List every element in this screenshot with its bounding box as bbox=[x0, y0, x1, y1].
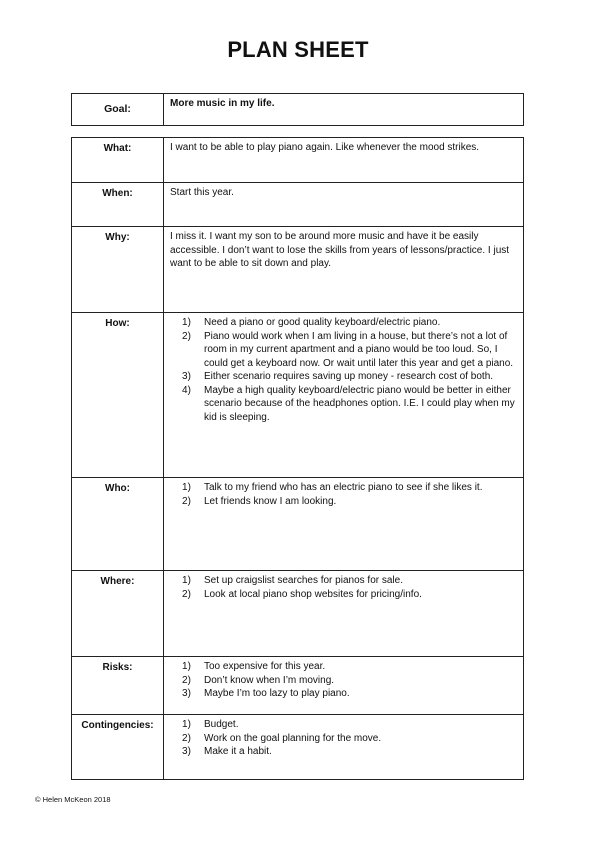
how-value bbox=[164, 313, 524, 478]
list-item: Need a piano or good quality keyboard/electric piano. bbox=[204, 317, 441, 328]
list-item: Work on the goal planning for the move. bbox=[204, 732, 382, 744]
risks-label: Risks: bbox=[72, 657, 164, 715]
who-list bbox=[170, 481, 518, 508]
list-item: Budget. bbox=[204, 719, 239, 730]
why-label: Why: bbox=[72, 227, 164, 313]
where-row bbox=[72, 571, 524, 657]
list-item: Maybe a high quality keyboard/electric piano would be better in either scenario because of the headphones option. I.E. I could play when my kid is sleeping. bbox=[204, 384, 515, 423]
risks-list bbox=[170, 660, 518, 701]
list-item: Maybe I’m too lazy to play piano. bbox=[204, 688, 350, 699]
when-value bbox=[164, 183, 524, 227]
goal-label: Goal: bbox=[72, 94, 164, 126]
plan-table bbox=[71, 137, 524, 780]
list-item: Talk to my friend who has an electric piano to see if she likes it. bbox=[204, 482, 483, 493]
what-row bbox=[72, 138, 524, 183]
how-list bbox=[170, 316, 518, 424]
list-item: Too expensive for this year. bbox=[204, 661, 326, 672]
goal-row bbox=[72, 94, 524, 126]
what-text: I want to be able to play piano again. Like whenever the mood strikes. bbox=[170, 142, 480, 153]
why-row bbox=[72, 227, 524, 313]
contingencies-list bbox=[170, 718, 518, 759]
how-row bbox=[72, 313, 524, 478]
goal-table bbox=[71, 93, 524, 126]
list-item: Piano would work when I am living in a house, but there’s not a lot of room in my current apartment and a piano would be too loud. So, I could get a keyboard now. Or wait until later this year and get a piano. bbox=[204, 330, 514, 369]
list-item: Set up craigslist searches for pianos for sale. bbox=[204, 575, 403, 586]
where-list bbox=[170, 574, 518, 601]
what-value bbox=[164, 138, 524, 183]
what-label: What: bbox=[72, 138, 164, 183]
page-title: PLAN SHEET bbox=[227, 37, 369, 62]
copyright-footer: © Helen McKeon 2018 bbox=[35, 795, 111, 804]
list-item: Don’t know when I’m moving. bbox=[204, 674, 335, 686]
where-label: Where: bbox=[72, 571, 164, 657]
who-value bbox=[164, 478, 524, 571]
contingencies-row bbox=[72, 715, 524, 780]
who-row bbox=[72, 478, 524, 571]
list-item: Look at local piano shop websites for pricing/info. bbox=[204, 588, 422, 600]
list-item: Either scenario requires saving up money - research cost of both. bbox=[204, 371, 494, 382]
how-label: How: bbox=[72, 313, 164, 478]
when-label: When: bbox=[72, 183, 164, 227]
contingencies-label: Contingencies: bbox=[72, 715, 164, 780]
goal-value: More music in my life. bbox=[164, 94, 524, 126]
when-text: Start this year. bbox=[170, 187, 234, 198]
why-text: I miss it. I want my son to be around more music and have it be easily accessible. I don’t want to lose the skills from years of lessons/practice. I just want to be able to sit down and play. bbox=[170, 231, 510, 269]
contingencies-value bbox=[164, 715, 524, 780]
who-label: Who: bbox=[72, 478, 164, 571]
list-item: Make it a habit. bbox=[204, 746, 272, 757]
risks-value bbox=[164, 657, 524, 715]
risks-row bbox=[72, 657, 524, 715]
where-value bbox=[164, 571, 524, 657]
when-row bbox=[72, 183, 524, 227]
list-item: Let friends know I am looking. bbox=[204, 495, 337, 507]
why-value bbox=[164, 227, 524, 313]
